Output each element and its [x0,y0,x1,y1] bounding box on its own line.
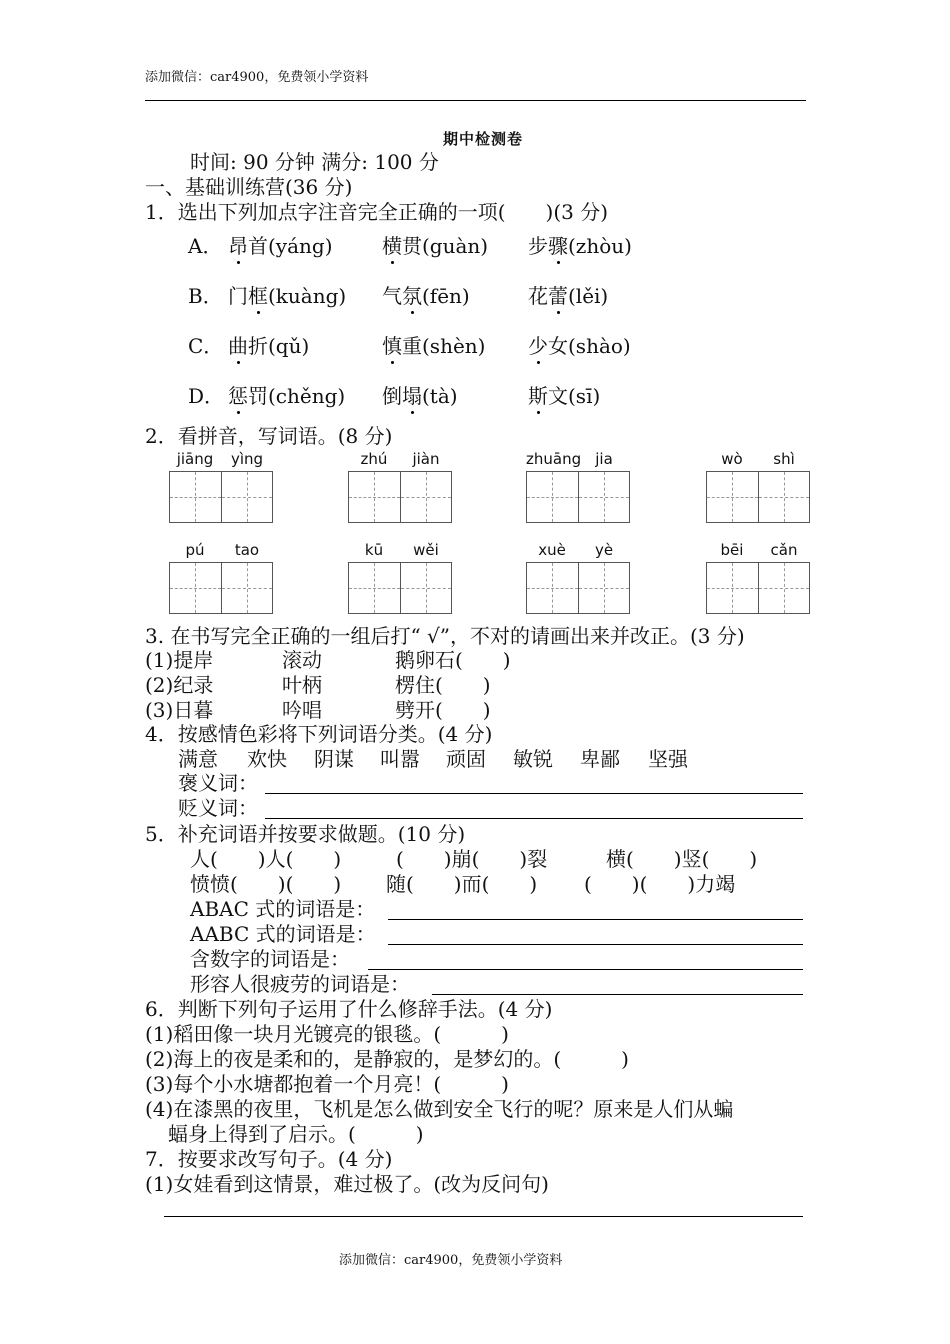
pinyin-syllable: shì [773,450,795,468]
writing-grid[interactable] [169,471,273,523]
writing-grid-cell[interactable] [349,563,400,613]
word-char: 门 [228,284,248,308]
q5-prompt-tired: 形容人很疲劳的词语是： [190,972,410,996]
q6-item: (4)在漆黑的夜里，飞机是怎么做到安全飞行的呢？原来是人们从蝙 [145,1097,734,1121]
q1-stem: 1．选出下列加点字注音完全正确的一项( )(3 分) [145,200,609,224]
pinyin-syllable: zhú [360,450,388,468]
writing-grid-cell[interactable] [578,563,630,613]
q1-option-label[interactable]: B． [188,284,223,308]
word-char: 步 [528,234,548,258]
word-rest: (kuàng) [268,284,347,308]
pinyin-syllable: yìng [230,450,264,468]
q4-word: 坚强 [648,747,688,771]
word-rest: 重(shèn) [402,334,486,358]
word-rest: (lěi) [568,284,609,308]
pinyin-syllable: wò [721,450,743,468]
writing-grid-cell[interactable] [349,472,400,522]
writing-grid-cell[interactable] [221,563,273,613]
q3-word: 楞住( ) [395,673,491,697]
q5-aabc-answer-line[interactable] [388,944,803,945]
q3-stem: 3. 在书写完全正确的一组后打“ √”，不对的请画出来并改正。(3 分) [145,624,745,648]
emphasis-dot-char: 框 [248,284,268,308]
page-header: 添加微信：car4900，免费领小学资料 [145,70,369,85]
q6-item: (3)每个小水塘都抱着一个月亮！( ) [145,1072,509,1096]
pinyin-syllable: jia [595,450,613,468]
pinyin-syllable: yè [594,541,614,559]
emphasis-dot-char: 横 [382,234,402,258]
emphasis-dot-char: 昂 [228,234,248,258]
q3-word: 劈开( ) [395,698,491,722]
q6-stem: 6．判断下列句子运用了什么修辞手法。(4 分) [145,997,553,1021]
q7-item: (1)女娃看到这情景，难过极了。(改为反问句) [145,1172,549,1196]
pinyin-syllable: wěi [413,541,439,559]
q5-tired-answer-line[interactable] [432,994,803,995]
word-rest: (fēn) [422,284,470,308]
writing-grid[interactable] [526,562,630,614]
writing-grid-cell[interactable] [170,472,221,522]
page-footer: 添加微信：car4900，免费领小学资料 [339,1253,563,1268]
word-rest: 首(yáng) [248,234,333,258]
word-rest: 罚(chěng) [248,384,346,408]
pinyin-syllable: tao [234,541,260,559]
q5-stem: 5．补充词语并按要求做题。(10 分) [145,822,466,846]
writing-grid[interactable] [169,562,273,614]
writing-grid[interactable] [348,471,452,523]
pinyin-syllable: cǎn [770,541,798,559]
q1-option-word [228,234,333,258]
q5-prompt-abac: ABAC 式的词语是： [190,897,376,921]
q1-option-word [382,234,488,258]
q4-word: 欢快 [247,747,287,771]
q7-answer-line[interactable] [164,1216,803,1217]
writing-grid-cell[interactable] [758,472,810,522]
q3-word: (2)纪录 [145,673,214,697]
q5-prompt-number: 含数字的词语是： [190,947,350,971]
writing-grid-cell[interactable] [527,472,578,522]
writing-grid-cell[interactable] [578,472,630,522]
q3-word: 鹅卵石( ) [395,648,511,672]
q4-derog-answer-line[interactable] [265,818,803,819]
header-divider [145,100,806,101]
emphasis-dot-char: 氛 [402,284,422,308]
q6-item: (2)海上的夜是柔和的，是静寂的，是梦幻的。( ) [145,1047,629,1071]
word-char: 气 [382,284,402,308]
q7-stem: 7．按要求改写句子。(4 分) [145,1147,393,1171]
pinyin-syllable: kū [364,541,384,559]
q4-word: 卑鄙 [580,747,620,771]
q4-word: 阴谋 [314,747,354,771]
q1-option-word [228,284,346,308]
emphasis-dot-char: 斯 [528,384,548,408]
pinyin-syllable: zhuāng [526,450,582,468]
writing-grid-cell[interactable] [758,563,810,613]
pinyin-syllable: bēi [720,541,744,559]
word-char: 花 [528,284,548,308]
q5-item: 随( )而( ) [386,872,538,896]
writing-grid[interactable] [706,562,810,614]
word-rest: 折(qǔ) [248,334,310,358]
page-title: 期中检测卷 [443,130,524,148]
q1-option-word [528,384,600,408]
q4-stem: 4．按感情色彩将下列词语分类。(4 分) [145,722,493,746]
emphasis-dot-char: 慎 [382,334,402,358]
section-heading: 一、基础训练营(36 分) [145,175,353,199]
q4-word: 顽固 [446,747,486,771]
pinyin-syllable: jiāng [176,450,214,468]
emphasis-dot-char: 曲 [228,334,248,358]
q5-item: ( )( )力竭 [584,872,736,896]
word-rest: (tà) [422,384,458,408]
writing-grid-cell[interactable] [707,563,758,613]
q3-word: 叶柄 [282,673,322,697]
q1-option-label[interactable]: C． [188,334,224,358]
emphasis-dot-char: 惩 [228,384,248,408]
pinyin-syllable: pú [185,541,205,559]
q4-praise-answer-line[interactable] [265,793,803,794]
q4-word: 叫嚣 [380,747,420,771]
q1-option-label[interactable]: A． [188,234,223,258]
q1-option-word [228,384,345,408]
q1-option-word [528,334,631,358]
emphasis-dot-char: 少 [528,334,548,358]
q1-option-word [228,334,309,358]
word-rest: 女(shào) [548,334,631,358]
writing-grid-cell[interactable] [221,472,273,522]
q3-word: (1)提岸 [145,648,214,672]
writing-grid[interactable] [526,471,630,523]
q3-word: 滚动 [282,648,322,672]
q3-word: 吟唱 [282,698,322,722]
q4-praise-label: 褒义词： [178,771,258,795]
q5-item: 人( )人( ) [190,847,342,871]
q5-prompt-aabc: AABC 式的词语是： [190,922,376,946]
q1-option-word [528,234,632,258]
q5-item: ( )崩( )裂 [396,847,548,871]
emphasis-dot-char: 骤 [548,234,568,258]
writing-grid-cell[interactable] [707,472,758,522]
pinyin-syllable: jiàn [412,450,440,468]
pinyin-syllable: xuè [538,541,566,559]
q1-option-word [382,284,470,308]
emphasis-dot-char: 塌 [402,384,422,408]
writing-grid-cell[interactable] [527,563,578,613]
word-rest: 贯(guàn) [402,234,489,258]
q3-word: (3)日暮 [145,698,214,722]
word-char: 倒 [382,384,402,408]
q1-option-label[interactable]: D． [188,384,225,408]
q5-abac-answer-line[interactable] [388,919,803,920]
exam-info: 时间: 90 分钟 满分: 100 分 [190,150,439,174]
emphasis-dot-char: 蕾 [548,284,568,308]
writing-grid-cell[interactable] [170,563,221,613]
q4-word: 满意 [178,747,218,771]
writing-grid-cell[interactable] [400,563,452,613]
q6-item-continued: 蝠身上得到了启示。( ) [168,1122,424,1146]
q5-item: 横( )竖( ) [606,847,758,871]
q5-number-answer-line[interactable] [368,969,803,970]
q1-option-word [528,284,608,308]
q2-stem: 2．看拼音，写词语。(8 分) [145,424,393,448]
word-rest: (zhòu) [568,234,632,258]
q4-word: 敏锐 [513,747,553,771]
q1-option-word [382,334,485,358]
q4-derog-label: 贬义词： [178,796,258,820]
q6-item: (1)稻田像一块月光镀亮的银毯。( ) [145,1022,509,1046]
q5-item: 愤愤( )( ) [190,872,342,896]
q1-option-word [382,384,458,408]
word-rest: 文(sī) [548,384,601,408]
writing-grid[interactable] [706,471,810,523]
writing-grid-cell[interactable] [400,472,452,522]
writing-grid[interactable] [348,562,452,614]
